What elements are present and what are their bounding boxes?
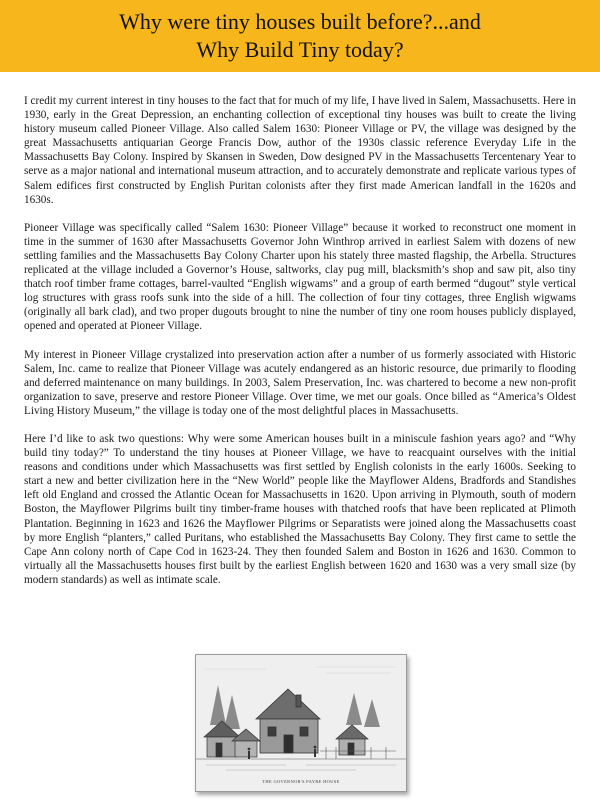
village-engraving (195, 654, 407, 792)
title-banner (0, 0, 600, 72)
paragraph-3: My interest in Pioneer Village crystalized into preservation action after a number of us formerly associated with Historic Salem, Inc. came to realize that Pioneer Village was acutely endangered as an historic resource, due primarily to flooding and deferred maintenance on many buildings. In 2003, Salem Preservation, Inc. was chartered to become a new non-profit organization to save, preserve and restore Pioneer Village. Over time, we met our goals. Once billed as “America’s Oldest Living History Museum,” the village is today one of the most delightful places in Massachusetts. (24, 348, 576, 417)
page-title-line-1: Why were tiny houses built before?...and (119, 9, 481, 34)
engraving-image (196, 655, 406, 791)
article-body (0, 72, 600, 587)
page-title-line-2: Why Build Tiny today? (196, 37, 404, 62)
paragraph-2: Pioneer Village was specifically called “Salem 1630: Pioneer Village” because it worked to reconstruct one moment in time in the summer of 1630 after Massachusetts Governor John Winthrop arrived in earliest Salem with dozens of new settling families and the Massachusetts Bay Colony Charter upon his stately three masted flagship, the Arbella. Structures replicated at the village included a Governor’s House, saltworks, clay pug mill, blacksmith’s shop and saw pit, also tiny thatch roof timber frame cottages, barrel-vaulted “English wigwams” and a group of earth bermed “dugout” style vertical log structures with grass roofs sunk into the side of a hill. The collection of four tiny cottages, three English wigwams (originally all bark clad), and two proper dugouts brought to nine the number of tiny one room houses publicly displayed, opened and operated at Pioneer Village. (24, 221, 576, 333)
engraving-caption: THE GOVERNOR'S FAYRE HOUSE (262, 779, 340, 784)
paragraph-1: I credit my current interest in tiny houses to the fact that for much of my life, I have lived in Salem, Massachusetts. Here in 1930, early in the Great Depression, an enchanting collection of exceptional tiny houses was built to create the living history museum called Pioneer Village. Also called Salem 1630: Pioneer Village or PV, the village was designed by the great Massachusetts antiquarian George Francis Dow, author of the 1930s classic reference Everyday Life in the Massachusetts Bay Colony. Inspired by Skansen in Sweden, Dow designed PV in the Massachusetts Tercentenary Year to serve as a major national and international museum attraction, and to accurately demonstrate and replicate various types of Salem edifices first constructed by English Puritan colonists after they first made American landfall in the 1620s and 1630s. (24, 95, 576, 206)
paragraph-4: Here I’d like to ask two questions: Why were some American houses built in a miniscule fashion years ago? and “Why build tiny today?” To understand the tiny houses at Pioneer Village, we have to reacquaint ourselves with the initial reasons and conditions under which Massachusetts was first settled by English colonists in the early 1600s. Seeking to start a new and better civilization here in the “New World” people like the Mayflower Aldens, Bradfords and Standishes left old England and crossed the Atlantic Ocean for Massachusetts in 1620. Upon arriving in Plymouth, south of modern Boston, the Mayflower Pilgrims built tiny timber-frame houses with thatched roofs that have been replicated at Plimoth Plantation. Beginning in 1623 and 1626 the Mayflower Pilgrims or Separatists were joined along the Massachusetts coast by more English “planters,” called Puritans, who established the Massachusetts Bay Colony. They first came to settle the Cape Ann colony north of Cape Cod in 1623-24. They then founded Salem and Boston in 1626 and 1630. Common to virtually all the Massachusetts houses first built by the earliest English between 1620 and 1630 was a very small size (by modern standards) as well as intimate scale. (24, 432, 576, 586)
